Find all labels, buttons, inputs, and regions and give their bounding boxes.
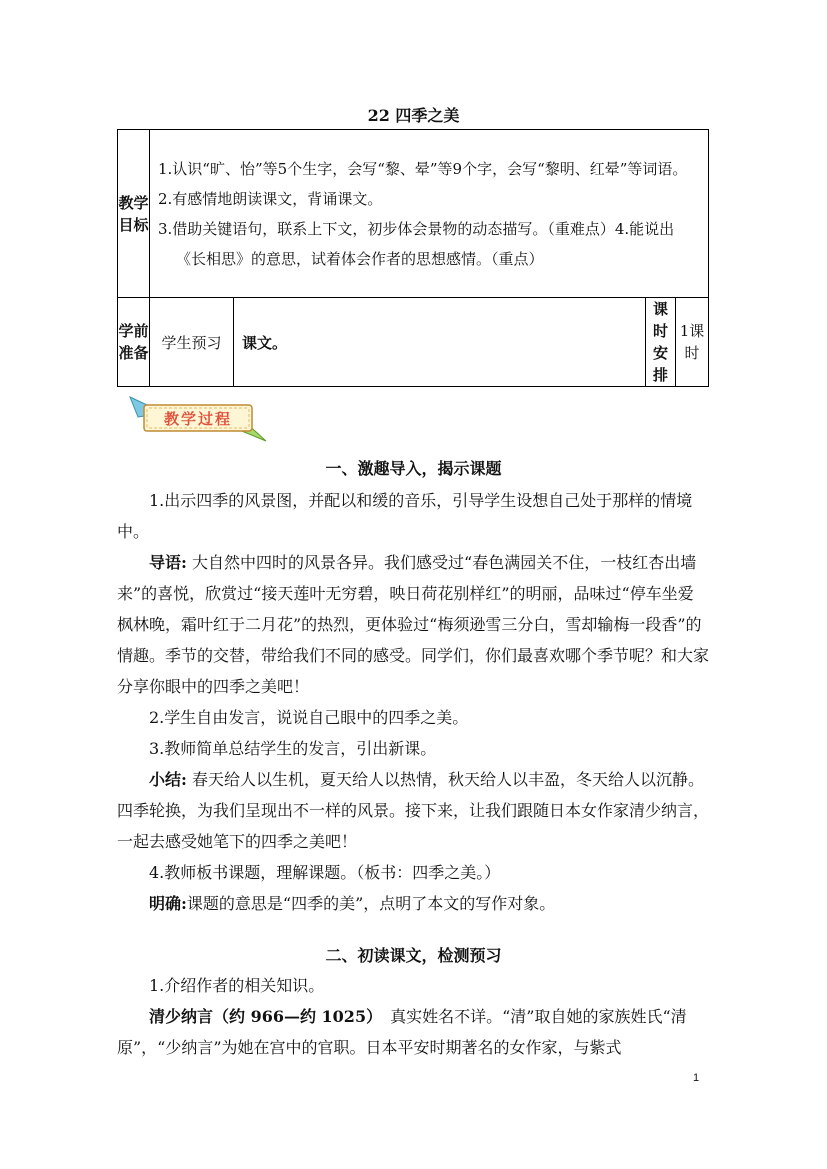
clarify-paragraph xyxy=(117,888,709,919)
paragraph: 4.教师板书课题，理解课题。（板书：四季之美。） xyxy=(149,863,501,882)
section-heading: 二、初读课文，检测预习 xyxy=(325,946,502,965)
intro-label: 导语: xyxy=(149,553,187,572)
paragraph: 2.学生自由发言，说说自己眼中的四季之美。 xyxy=(149,708,469,727)
teaching-process-badge xyxy=(128,393,268,443)
prep-header: 学前准备 xyxy=(118,298,150,387)
section1-body xyxy=(117,485,709,919)
goal-item: 2.有感情地朗读课文，背诵课文。 xyxy=(158,189,383,208)
section-heading: 一、激趣导入，揭示课题 xyxy=(325,459,502,478)
hours-header: 课时安排 xyxy=(646,298,676,387)
intro-paragraph xyxy=(117,547,709,702)
intro-text: 大自然中四时的风景各异。我们感受过“春色满园关不住，一枝红杏出墙来”的喜悦，欣赏过“接天莲叶无穷碧，映日荷花别样红”的明丽，品味过“停车坐爱枫林晚，霜叶红于二月花”的热烈，更体验过“梅须逊雪三分白，雪却输梅一段香”的情趣。季节的交替，带给我们不同的感受。同学们，你们最喜欢哪个季节呢？和大家分享你眼中的四季之美吧！ xyxy=(117,553,710,696)
page-title: 22 四季之美 xyxy=(367,106,460,125)
paragraph: 1.介绍作者的相关知识。 xyxy=(149,976,325,995)
clarify-label: 明确: xyxy=(149,894,187,913)
author-paragraph xyxy=(117,1001,709,1063)
author-text: 真实姓名不详。“清”取自她的家族姓氏“清原”，“少纳言”为她在宫中的官职。日本平安时期著名的女作家，与紫式 xyxy=(117,1007,687,1057)
goal-header: 教学目标 xyxy=(118,130,150,298)
objectives-table xyxy=(117,129,709,387)
hours-value: 1课时 xyxy=(676,298,709,387)
section2-body xyxy=(117,970,709,1063)
goal-item: 1.认识“旷、怡”等5个生字，会写“黎、晕”等9个字，会写“黎明、红晕”等词语。 xyxy=(158,159,688,178)
page-number: 1 xyxy=(693,1072,700,1084)
prep-value: 课文。 xyxy=(234,298,646,387)
author-label: 清少纳言（约 966—约 1025） xyxy=(149,1007,375,1026)
summary-text: 春天给人以生机，夏天给人以热情，秋天给人以丰盈，冬天给人以沉静。四季轮换，为我们呈现出不一样的风景。接下来，让我们跟随日本女作家清少纳言，一起去感受她笔下的四季之美吧！ xyxy=(117,770,710,851)
paragraph: 1.出示四季的风景图，并配以和缓的音乐，引导学生设想自己处于那样的情境中。 xyxy=(117,491,693,541)
badge-label: 教学过程 xyxy=(163,410,232,428)
summary-label: 小结: xyxy=(149,770,187,789)
paragraph: 3.教师简单总结学生的发言，引出新课。 xyxy=(149,739,437,758)
goal-item: 3.借助关键语句，联系上下文，初步体会景物的动态描写。（重难点）4.能说出《长相思》的意思，试着体会作者的思想感情。（重点） xyxy=(158,219,675,268)
clarify-text: 课题的意思是“四季的美”，点明了本文的写作对象。 xyxy=(186,894,556,913)
prep-label: 学生预习 xyxy=(150,298,234,387)
summary-paragraph xyxy=(117,764,709,857)
goal-list xyxy=(150,130,709,298)
